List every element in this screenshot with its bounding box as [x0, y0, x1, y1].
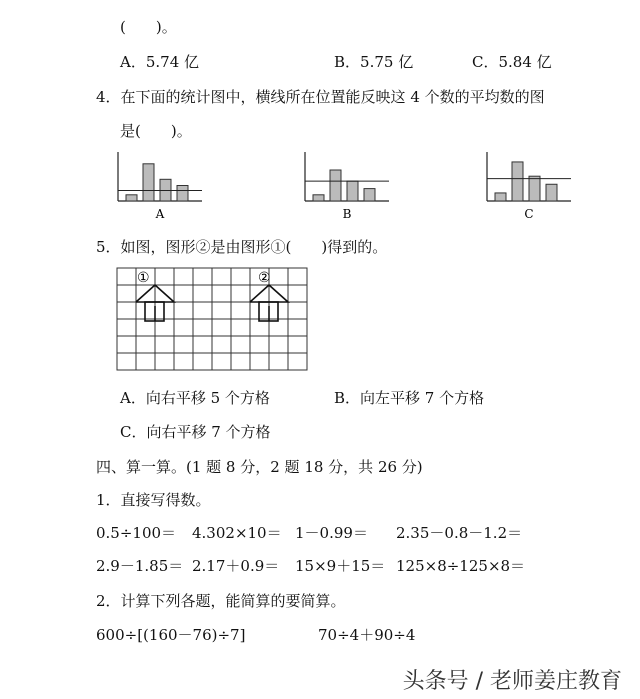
- calc-r2-c1: 2.9－1.85＝: [96, 557, 184, 575]
- chart-label: B: [342, 207, 352, 221]
- q3-option-b: B．5.75 亿: [334, 53, 414, 71]
- expr-1: 600÷[(160－76)÷7]: [96, 626, 246, 644]
- calc-r2-c4: 125×8÷125×8＝: [396, 557, 526, 575]
- q4-bar-charts: [0, 148, 640, 228]
- chart-B: [305, 152, 389, 221]
- section4-title: 四、算一算。(1 题 8 分，2 题 18 分，共 26 分): [96, 458, 423, 476]
- q5-grid-figure: [115, 266, 315, 376]
- bar: [330, 170, 341, 201]
- expr-2: 70÷4＋90÷4: [318, 626, 416, 644]
- calc-r2-c3: 15×9＋15＝: [295, 557, 386, 575]
- q3-option-a: A．5.74 亿: [120, 53, 199, 71]
- watermark: 头条号 / 老师姜庄教育: [402, 669, 622, 694]
- q4-question-line1: 4．在下面的统计图中，横线所在位置能反映这 4 个数的平均数的图: [96, 88, 545, 106]
- bar: [143, 164, 154, 201]
- q5-option-c: C．向右平移 7 个方格: [120, 423, 271, 441]
- bar: [364, 189, 375, 201]
- figure-1-marker: ①: [137, 270, 150, 286]
- bar: [177, 186, 188, 202]
- bar: [495, 193, 506, 201]
- section4-q1-title: 1．直接写得数。: [96, 491, 211, 509]
- bar: [347, 181, 358, 201]
- calc-r1-c4: 2.35－0.8－1.2＝: [396, 524, 523, 542]
- chart-label: C: [524, 207, 534, 221]
- q3-answer-blank: ( )。: [120, 18, 177, 36]
- q5-option-a: A．向右平移 5 个方格: [120, 389, 270, 407]
- calc-r1-c2: 4.302×10＝: [192, 524, 282, 542]
- calc-r2-c2: 2.17＋0.9＝: [192, 557, 280, 575]
- chart-C: [487, 152, 571, 221]
- q3-option-c: C．5.84 亿: [472, 53, 552, 71]
- bar: [529, 176, 540, 201]
- calc-r1-c3: 1－0.99＝: [295, 524, 368, 542]
- bar: [546, 184, 557, 201]
- bar: [313, 195, 324, 201]
- bar: [512, 162, 523, 201]
- figure-2-marker: ②: [258, 270, 271, 286]
- q5-option-b: B．向左平移 7 个方格: [334, 389, 485, 407]
- chart-label: A: [155, 207, 165, 221]
- chart-A: [118, 152, 202, 221]
- calc-r1-c1: 0.5÷100＝: [96, 524, 177, 542]
- q5-question: 5．如图，图形②是由图形①( )得到的。: [96, 238, 388, 256]
- bar: [126, 195, 137, 201]
- section4-q2-title: 2．计算下列各题，能简算的要简算。: [96, 592, 346, 610]
- q4-question-line2: 是( )。: [120, 122, 192, 140]
